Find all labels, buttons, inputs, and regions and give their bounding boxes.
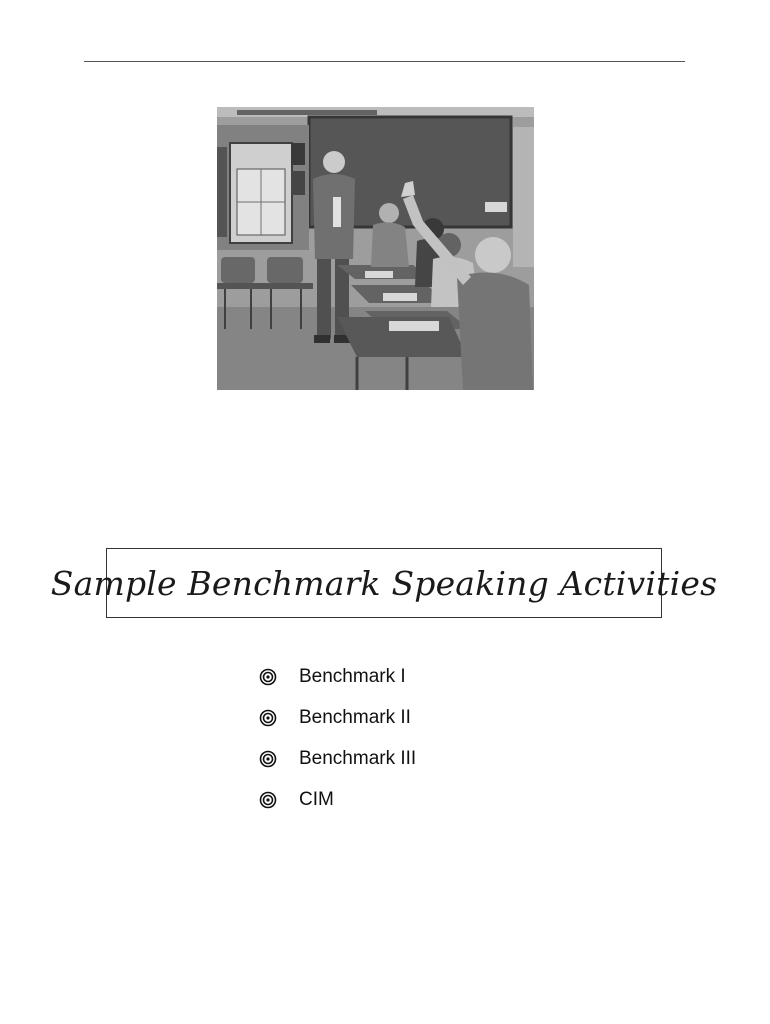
target-bullet-icon [259,709,277,727]
benchmark-list [259,656,416,820]
target-bullet-icon [259,668,277,686]
classroom-photo [217,107,534,390]
page-title: Sample Benchmark Speaking Activities [50,563,718,603]
list-item [259,738,416,779]
list-item-label: Benchmark III [299,747,417,769]
list-item [259,697,416,738]
list-item-label: Benchmark I [299,665,406,687]
title-box [50,548,718,618]
top-divider [84,61,685,62]
list-item-label: CIM [299,788,334,810]
target-bullet-icon [259,791,277,809]
list-item-label: Benchmark II [299,706,411,728]
classroom-illustration [217,107,534,390]
list-item [259,779,416,820]
list-item [259,656,416,697]
target-bullet-icon [259,750,277,768]
